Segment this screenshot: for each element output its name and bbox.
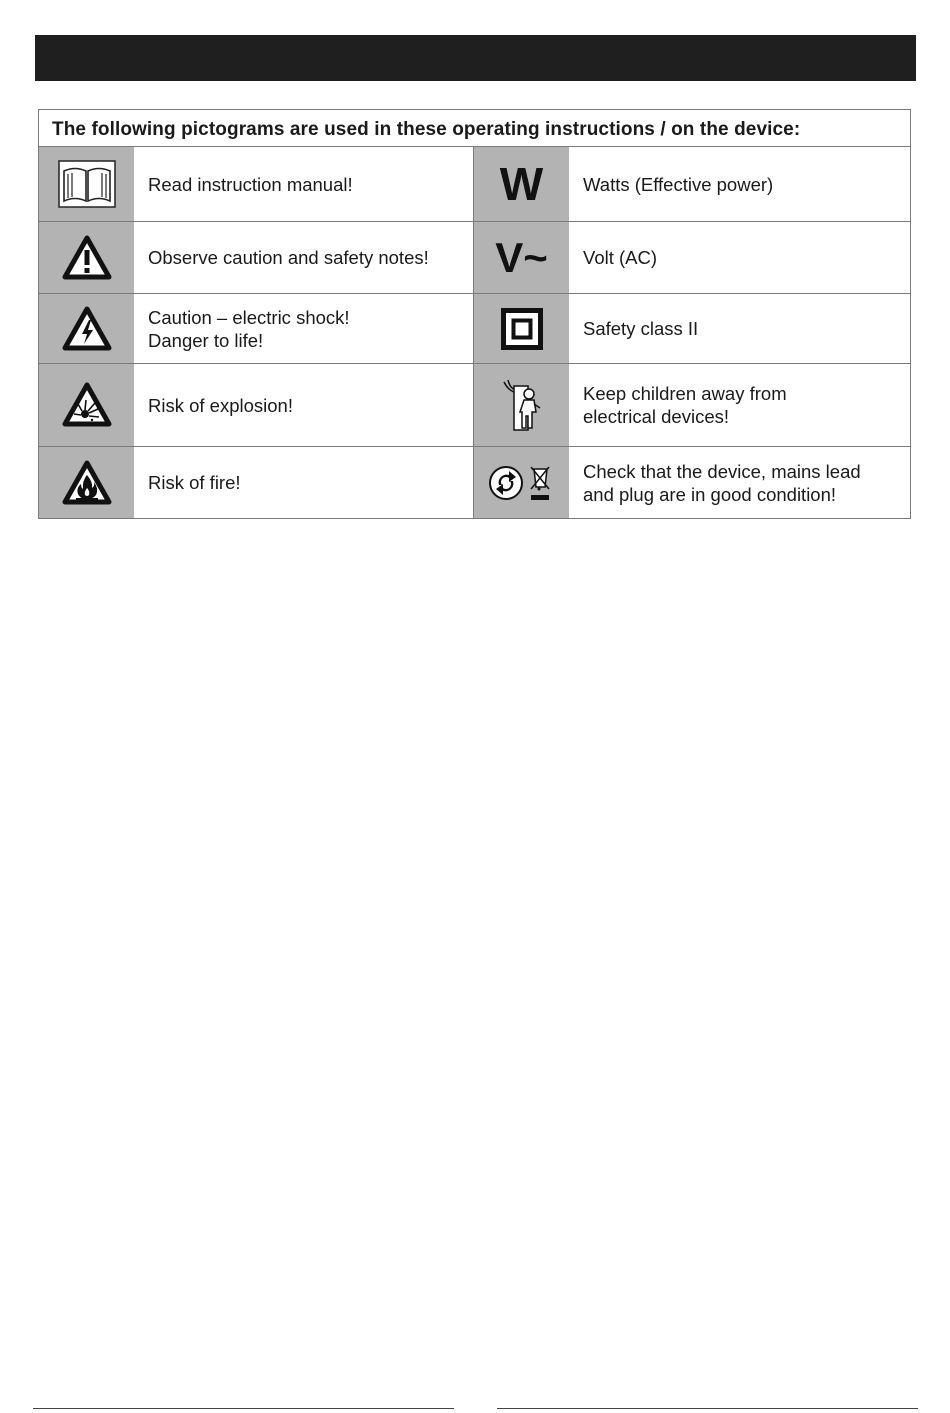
pictogram-table <box>38 109 911 519</box>
fire-icon <box>62 460 112 506</box>
electric-shock-icon <box>62 306 112 352</box>
icon-cell <box>39 147 134 222</box>
pictogram-description: Read instruction manual! <box>134 147 474 222</box>
warning-triangle-icon <box>62 235 112 281</box>
icon-cell <box>474 294 569 364</box>
icon-cell <box>39 294 134 364</box>
icon-cell <box>39 364 134 447</box>
icon-cell <box>474 447 569 518</box>
pictogram-description: Watts (Effective power) <box>569 147 910 222</box>
watts-icon: W <box>499 158 544 210</box>
book-icon <box>58 160 116 208</box>
pictogram-rows <box>39 147 910 518</box>
pictogram-description: Risk of explosion! <box>134 364 474 447</box>
icon-cell <box>474 364 569 447</box>
child-warning-icon <box>500 378 544 432</box>
header-bar <box>35 35 916 81</box>
recycling-disposal-icon <box>489 463 555 503</box>
icon-cell <box>474 147 569 222</box>
pictogram-description: Caution – electric shock! Danger to life! <box>134 294 474 364</box>
safety-class-ii-icon <box>501 308 543 350</box>
footer-rule-left <box>33 1408 454 1409</box>
pictogram-description: Volt (AC) <box>569 222 910 294</box>
pictogram-description: Safety class II <box>569 294 910 364</box>
icon-cell <box>39 222 134 294</box>
pictogram-description: Observe caution and safety notes! <box>134 222 474 294</box>
icon-cell <box>39 447 134 518</box>
footer-rule-right <box>497 1408 918 1409</box>
table-heading: The following pictograms are used in these operating instructions / on the device: <box>39 110 910 147</box>
explosion-icon <box>62 382 112 428</box>
pictogram-description: Check that the device, mains lead and plug are in good condition! <box>583 460 861 505</box>
volt-ac-icon: V~ <box>495 233 548 281</box>
pictogram-description: Risk of fire! <box>134 447 474 518</box>
icon-cell <box>474 222 569 294</box>
pictogram-description: Keep children away from electrical devices! <box>569 364 910 447</box>
